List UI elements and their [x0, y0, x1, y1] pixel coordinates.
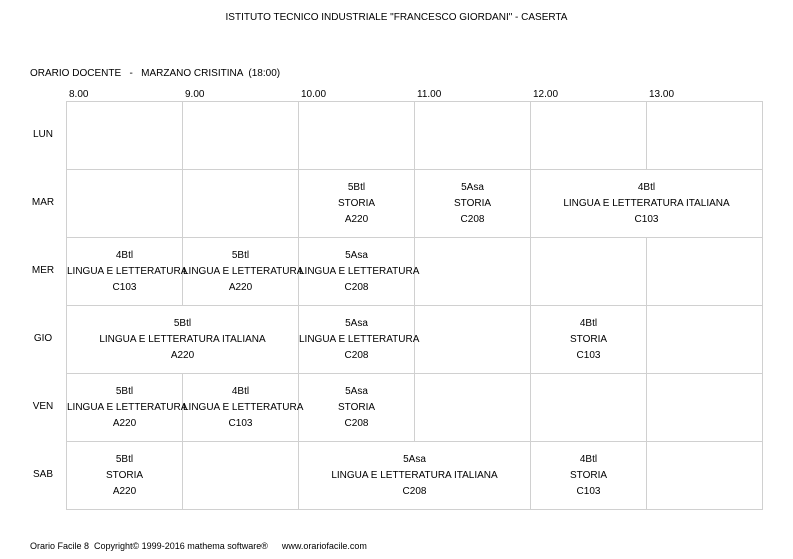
empty-slot — [183, 170, 299, 238]
header-separator: - — [129, 68, 133, 79]
day-row-sab — [67, 442, 763, 510]
timetable-grid — [66, 101, 763, 510]
lesson-subject: STORIA — [337, 197, 376, 209]
lesson-subject: LINGUA E LETTERATURA — [183, 265, 304, 277]
day-row-mar — [67, 170, 763, 238]
lesson-class: 4Btl — [579, 453, 598, 465]
lesson-room: A220 — [344, 213, 369, 225]
day-label: MER — [31, 265, 55, 276]
lesson-room: C103 — [228, 417, 253, 429]
lesson-room: C208 — [402, 485, 427, 497]
empty-slot — [531, 102, 647, 170]
lesson-cell — [531, 170, 763, 238]
lesson-class: 5Asa — [345, 249, 368, 261]
day-row-mer — [67, 238, 763, 306]
lesson-cell — [531, 306, 647, 374]
empty-slot — [299, 102, 415, 170]
day-label: MAR — [31, 197, 55, 208]
empty-slot — [647, 442, 763, 510]
lesson-cell — [531, 442, 647, 510]
lesson-class: 4Btl — [115, 249, 134, 261]
empty-slot — [647, 306, 763, 374]
empty-slot — [415, 238, 531, 306]
lesson-class: 5Asa — [345, 385, 368, 397]
lesson-cell — [299, 306, 420, 374]
total-hours: (18:00) — [248, 68, 281, 79]
lesson-cell — [67, 374, 188, 442]
lesson-subject: STORIA — [337, 401, 376, 413]
schedule-label: ORARIO DOCENTE — [30, 68, 122, 79]
lesson-room: A220 — [170, 349, 195, 361]
lesson-cell — [299, 238, 420, 306]
lesson-room: C103 — [112, 281, 137, 293]
hour-label: 9.00 — [185, 89, 205, 100]
empty-slot — [531, 374, 647, 442]
lesson-cell — [299, 442, 531, 510]
day-row-lun — [67, 102, 763, 170]
lesson-cell — [183, 374, 304, 442]
lesson-class: 5Btl — [115, 453, 134, 465]
empty-slot — [415, 102, 531, 170]
lesson-cell — [183, 238, 304, 306]
lesson-subject: STORIA — [105, 469, 144, 481]
empty-slot — [647, 238, 763, 306]
lesson-cell — [67, 238, 188, 306]
lesson-room: C208 — [344, 349, 369, 361]
hour-label: 11.00 — [417, 89, 442, 100]
lesson-subject: LINGUA E LETTERATURA — [299, 265, 420, 277]
lesson-class: 5Btl — [347, 181, 366, 193]
lesson-subject: LINGUA E LETTERATURA ITALIANA — [563, 197, 730, 209]
school-title: ISTITUTO TECNICO INDUSTRIALE "FRANCESCO GIORDANI" - CASERTA — [225, 12, 568, 23]
lesson-room: C208 — [460, 213, 485, 225]
lesson-class: 5Asa — [461, 181, 484, 193]
footer-website-link[interactable]: www.orariofacile.com — [281, 541, 367, 551]
day-row-ven — [67, 374, 763, 442]
empty-slot — [415, 306, 531, 374]
footer-copyright: Orario Facile 8 Copyright© 1999-2016 mathema software® — [30, 541, 268, 551]
lesson-room: C208 — [344, 417, 369, 429]
lesson-cell — [67, 442, 183, 510]
lesson-class: 5Btl — [231, 249, 250, 261]
empty-slot — [647, 102, 763, 170]
lesson-room: C103 — [576, 485, 601, 497]
lesson-class: 5Btl — [173, 317, 192, 329]
empty-slot — [183, 102, 299, 170]
empty-slot — [415, 374, 531, 442]
empty-slot — [67, 170, 183, 238]
lesson-room: A220 — [112, 417, 137, 429]
lesson-subject: STORIA — [453, 197, 492, 209]
day-label: GIO — [33, 333, 53, 344]
lesson-subject: LINGUA E LETTERATURA — [299, 333, 420, 345]
day-label: LUN — [32, 129, 53, 140]
hour-label: 10.00 — [301, 89, 327, 100]
footer — [30, 541, 381, 551]
lesson-cell — [299, 374, 415, 442]
lesson-cell — [299, 170, 415, 238]
hour-label: 12.00 — [533, 89, 559, 100]
schedule-header — [30, 68, 280, 79]
hour-label: 8.00 — [69, 89, 89, 100]
day-label: VEN — [32, 401, 54, 412]
lesson-room: C103 — [576, 349, 601, 361]
lesson-room: C103 — [634, 213, 659, 225]
teacher-name: MARZANO CRISITINA — [141, 68, 243, 79]
lesson-class: 5Btl — [115, 385, 134, 397]
lesson-room: A220 — [112, 485, 137, 497]
lesson-class: 5Asa — [345, 317, 368, 329]
lesson-class: 4Btl — [637, 181, 656, 193]
day-label: SAB — [32, 469, 53, 480]
lesson-subject: LINGUA E LETTERATURA — [67, 401, 188, 413]
lesson-cell — [67, 306, 299, 374]
lesson-class: 4Btl — [231, 385, 250, 397]
empty-slot — [67, 102, 183, 170]
empty-slot — [647, 374, 763, 442]
lesson-subject: LINGUA E LETTERATURA ITALIANA — [99, 333, 266, 345]
empty-slot — [531, 238, 647, 306]
lesson-subject: STORIA — [569, 333, 608, 345]
lesson-cell — [415, 170, 531, 238]
lesson-class: 5Asa — [403, 453, 426, 465]
empty-slot — [183, 442, 299, 510]
hour-label: 13.00 — [649, 89, 675, 100]
lesson-room: C208 — [344, 281, 369, 293]
lesson-subject: LINGUA E LETTERATURA — [67, 265, 188, 277]
lesson-class: 4Btl — [579, 317, 598, 329]
day-row-gio — [67, 306, 763, 374]
lesson-subject: LINGUA E LETTERATURA — [183, 401, 304, 413]
lesson-room: A220 — [228, 281, 253, 293]
lesson-subject: LINGUA E LETTERATURA ITALIANA — [331, 469, 498, 481]
lesson-subject: STORIA — [569, 469, 608, 481]
